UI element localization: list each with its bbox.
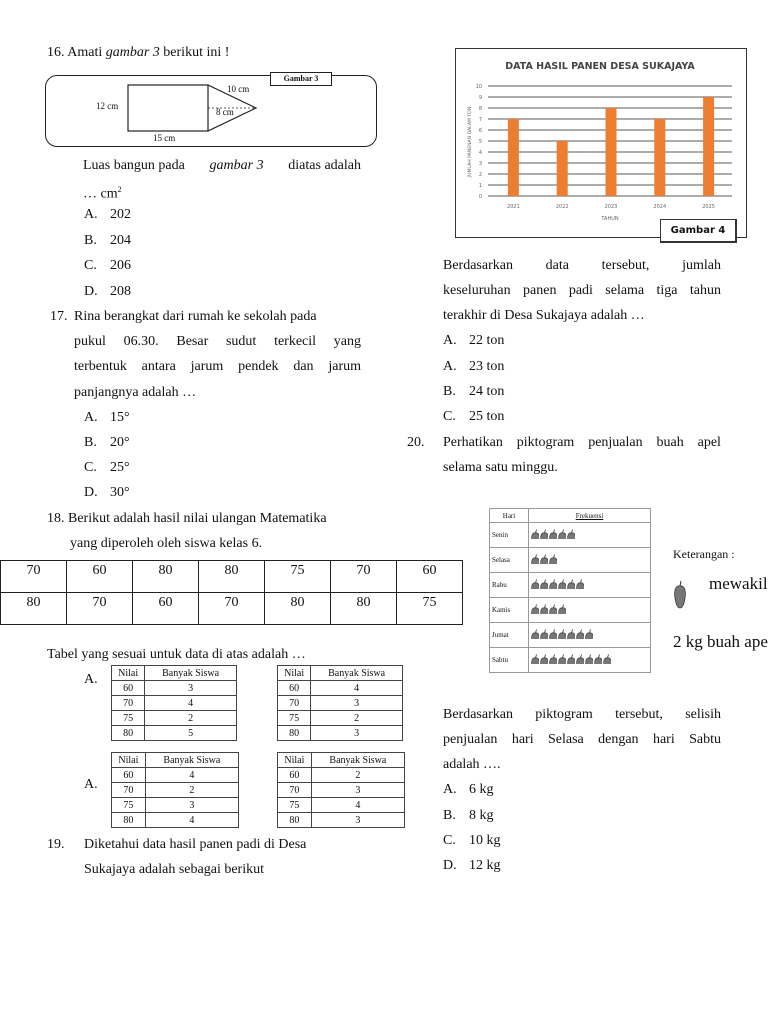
y-tick-label: 4 xyxy=(478,150,482,156)
apple-icon xyxy=(540,554,548,564)
q17-line1: Rina berangkat dari rumah ke sekolah pada xyxy=(74,309,317,324)
q18-option-table-2[interactable]: Nilai Banyak Siswa 60 4 70 3 75 2 80 3 xyxy=(277,665,403,741)
table-row: 70 3 xyxy=(278,696,403,711)
q16-option-a[interactable]: A. 202 xyxy=(84,207,131,222)
pictogram-apples xyxy=(529,548,651,573)
figure-4-tag: Gambar 4 xyxy=(660,219,737,243)
q17-line4: panjangnya adalah … xyxy=(74,385,197,400)
apple-icon xyxy=(558,629,566,639)
x-tick-label: 2024 xyxy=(653,204,667,210)
y-tick-label: 7 xyxy=(478,117,482,123)
pictogram-day: Selasa xyxy=(490,548,529,573)
q17-option-c[interactable]: C. 25° xyxy=(84,460,130,475)
q18-option-table-3[interactable]: Nilai Banyak Siswa 60 4 70 2 75 3 80 4 xyxy=(111,752,239,828)
question-number: 16. xyxy=(47,45,65,60)
apple-icon xyxy=(549,579,557,589)
pictogram-day: Jumat xyxy=(490,623,529,648)
apple-icon xyxy=(540,654,548,664)
y-tick-label: 1 xyxy=(478,183,482,189)
apple-icon xyxy=(603,654,611,664)
q19-text-line2: keseluruhan panen padi selama tiga tahun xyxy=(443,283,721,298)
pictogram-row xyxy=(490,548,651,573)
apple-icon xyxy=(558,529,566,539)
apple-icon xyxy=(576,629,584,639)
bar-2022 xyxy=(557,141,568,196)
table-row: 70 60 80 80 75 70 60 xyxy=(1,561,463,593)
pictogram-row xyxy=(490,598,651,623)
harvest-chart xyxy=(455,48,745,236)
table-row: 60 4 xyxy=(112,768,239,783)
apple-icon xyxy=(531,629,539,639)
q17-line3: terbentuk antara jarum pendek dan jarum xyxy=(74,359,361,374)
q19-line1: Diketahui data hasil panen padi di Desa xyxy=(84,837,307,852)
apple-icon xyxy=(531,654,539,664)
pictogram-day: Sabtu xyxy=(490,648,529,673)
y-tick-label: 10 xyxy=(475,84,482,90)
y-tick-label: 2 xyxy=(478,172,482,178)
pictogram-apples xyxy=(529,523,651,548)
chart-title: DATA HASIL PANEN DESA SUKAJAYA xyxy=(505,61,695,72)
apple-icon xyxy=(540,579,548,589)
pictogram-day: Rabu xyxy=(490,573,529,598)
bar-2024 xyxy=(654,119,665,196)
legend-label: Keterangan : xyxy=(673,547,735,561)
pictogram-day: Kamis xyxy=(490,598,529,623)
pictogram-day: Senin xyxy=(490,523,529,548)
y-tick-label: 8 xyxy=(478,106,482,112)
dim-slant-label: 10 cm xyxy=(227,84,250,94)
q20-text-line1: Berdasarkan piktogram tersebut, selisih xyxy=(443,707,721,722)
pictogram-row xyxy=(490,573,651,598)
table-row: 70 2 xyxy=(112,783,239,798)
apple-icon xyxy=(558,604,566,614)
legend-text-2: 2 kg buah ape xyxy=(673,632,768,651)
table-row: 80 4 xyxy=(112,813,239,828)
q17-option-b[interactable]: B. 20° xyxy=(84,435,130,450)
pictogram-apples xyxy=(529,648,651,673)
apple-icon xyxy=(549,654,557,664)
q19-text-line3: terakhir di Desa Sukajaya adalah … xyxy=(443,308,645,323)
pictogram-apples xyxy=(529,573,651,598)
q18-option-letter-1[interactable]: A. xyxy=(84,672,98,687)
apple-icon xyxy=(567,629,575,639)
apple-icon xyxy=(549,554,557,564)
apple-icon xyxy=(540,529,548,539)
table-row: 60 3 xyxy=(112,681,237,696)
apple-icon xyxy=(540,629,548,639)
y-tick-label: 9 xyxy=(478,95,482,101)
apple-icon xyxy=(576,654,584,664)
apple-icon xyxy=(531,604,539,614)
y-tick-label: 6 xyxy=(478,128,482,134)
q20-option-b[interactable]: B. 8 kg xyxy=(443,808,494,823)
q20-text-line3: adalah …. xyxy=(443,757,501,772)
q17-option-a[interactable]: A. 15° xyxy=(84,410,130,425)
apple-icon xyxy=(673,580,687,610)
apple-icon xyxy=(576,579,584,589)
q20-option-c[interactable]: C. 10 kg xyxy=(443,833,501,848)
q19-line2: Sukajaya adalah sebagai berikut xyxy=(84,862,264,877)
apple-icon xyxy=(594,654,602,664)
q17-number: 17. xyxy=(50,309,68,324)
apple-icon xyxy=(585,629,593,639)
q20-option-a[interactable]: A. 6 kg xyxy=(443,782,494,797)
apple-pictogram: Hari Frekuensi Senin Selasa Rabu Kamis Jumat Sabtu xyxy=(489,508,651,673)
apple-icon xyxy=(549,629,557,639)
apple-icon xyxy=(531,579,539,589)
q18-option-table-4[interactable]: Nilai Banyak Siswa 60 2 70 3 75 4 80 3 xyxy=(277,752,405,828)
table-row: 70 3 xyxy=(278,783,405,798)
table-row: 75 4 xyxy=(278,798,405,813)
q18-data-table xyxy=(0,560,463,625)
q19-option-c[interactable]: C. 25 ton xyxy=(443,409,505,424)
q16-option-c[interactable]: C. 206 xyxy=(84,258,131,273)
q18-option-table-1[interactable]: Nilai Banyak Siswa 60 3 70 4 75 2 80 5 xyxy=(111,665,237,741)
q17-option-d[interactable]: D. 30° xyxy=(84,485,130,500)
pictogram-row xyxy=(490,523,651,548)
bar-2023 xyxy=(606,108,617,196)
x-tick-label: 2022 xyxy=(555,204,569,210)
table-row: 60 4 xyxy=(278,681,403,696)
q20-text-line2: penjualan hari Selasa dengan hari Sabtu xyxy=(443,732,721,747)
x-tick-label: 2021 xyxy=(507,204,520,210)
pictogram-row xyxy=(490,648,651,673)
table-row: 75 3 xyxy=(112,798,239,813)
q18-option-letter-2[interactable]: A. xyxy=(84,777,98,792)
x-tick-label: 2023 xyxy=(604,204,618,210)
apple-icon xyxy=(558,579,566,589)
table-row: 75 2 xyxy=(112,711,237,726)
table-row: 75 2 xyxy=(278,711,403,726)
table-row: 80 70 60 70 80 80 75 xyxy=(1,593,463,625)
apple-icon xyxy=(531,554,539,564)
q18-line1: 18. Berikut adalah hasil nilai ulangan Matematika xyxy=(47,511,327,526)
x-tick-label: 2025 xyxy=(702,204,715,210)
x-axis-label: TAHUN xyxy=(601,216,619,222)
q19-text-line1: Berdasarkan data tersebut, jumlah xyxy=(443,258,721,273)
figure-3-shape xyxy=(45,75,375,147)
q16-option-b[interactable]: B. 204 xyxy=(84,233,131,248)
q19-option-a2[interactable]: A. 23 ton xyxy=(443,359,505,374)
pictogram-apples xyxy=(529,623,651,648)
y-tick-label: 0 xyxy=(478,194,482,200)
q17-line2: pukul 06.30. Besar sudut terkecil yang xyxy=(74,334,361,349)
q16-text-line2: … $cm^2$ xyxy=(83,185,122,202)
q16-option-d[interactable]: D. 208 xyxy=(84,284,131,299)
bar-2021 xyxy=(508,119,519,196)
q20-option-d[interactable]: D. 12 kg xyxy=(443,858,501,873)
bar-2025 xyxy=(703,97,714,196)
q20-line1: Perhatikan piktogram penjualan buah apel xyxy=(443,435,721,450)
pictogram-apples xyxy=(529,598,651,623)
q19-option-a[interactable]: A. 22 ton xyxy=(443,333,505,348)
apple-icon xyxy=(567,579,575,589)
q19-number: 19. xyxy=(47,837,65,852)
pictogram-row xyxy=(490,623,651,648)
dim-height-label: 12 cm xyxy=(96,101,119,111)
apple-icon xyxy=(567,529,575,539)
q20-line2: selama satu minggu. xyxy=(443,460,558,475)
apple-icon xyxy=(567,654,575,664)
apple-icon xyxy=(549,604,557,614)
dim-tri-height-label: 8 cm xyxy=(216,107,234,117)
table-row: 80 5 xyxy=(112,726,237,741)
y-axis-label: JUMLAH PANENAN DALAM TON xyxy=(468,106,473,178)
q16-text-line1: Luas bangun pada gambar 3 diatas adalah xyxy=(83,158,361,173)
apple-icon xyxy=(549,529,557,539)
apple-icon xyxy=(558,654,566,664)
dim-width-label: 15 cm xyxy=(153,133,176,143)
q18-line2: yang diperoleh oleh siswa kelas 6. xyxy=(70,536,263,551)
apple-icon xyxy=(531,529,539,539)
figure-3-tag: Gambar 3 xyxy=(270,72,332,86)
q20-number: 20. xyxy=(407,435,425,450)
apple-icon xyxy=(585,654,593,664)
q19-option-b[interactable]: B. 24 ton xyxy=(443,384,505,399)
q16-intro: 16. Amati gambar 3 berikut ini ! xyxy=(47,45,230,60)
table-row: 70 4 xyxy=(112,696,237,711)
y-tick-label: 3 xyxy=(478,161,482,167)
table-row: 60 2 xyxy=(278,768,405,783)
apple-icon xyxy=(540,604,548,614)
q18-question: Tabel yang sesuai untuk data di atas adalah … xyxy=(47,647,306,662)
table-row: 80 3 xyxy=(278,726,403,741)
y-tick-label: 5 xyxy=(478,139,482,145)
table-row: 80 3 xyxy=(278,813,405,828)
legend-text-1: mewakil xyxy=(709,574,768,593)
